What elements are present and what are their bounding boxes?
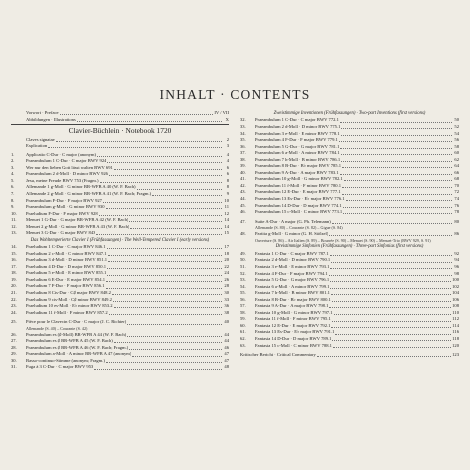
entry-title: Wer nur den lieben Gott lässt walten BWV 691 xyxy=(26,164,113,170)
dot-leader xyxy=(132,356,222,357)
dot-leader xyxy=(108,255,222,256)
entry-page: 116 xyxy=(452,329,459,335)
entry-page: 10 xyxy=(224,197,229,203)
entry-title: Praeambulum 9 A-Dur · A major BWV 783.1 xyxy=(255,169,339,175)
entry-number: 9. xyxy=(11,204,15,210)
dot-leader xyxy=(342,167,452,168)
entry-page: 46 xyxy=(224,344,229,350)
entry-page: 68 xyxy=(454,176,459,182)
entry-number: 49. xyxy=(240,250,246,256)
entry-title: Fantasia 1 C-Dur · C major BWV 787.1 xyxy=(255,250,329,256)
entry-page: 110 xyxy=(452,309,459,315)
dot-leader xyxy=(332,223,452,224)
entry-title: Praeambulum 15 c-Moll · C minor BWV 773.1 xyxy=(255,209,343,215)
entry-title: Pièce pour le Clavecin C-Dur · C major (J. C. Richter) xyxy=(26,319,127,325)
entry-title: Praeambulum 1 C-Dur · C major BWV 772.1 xyxy=(255,117,339,123)
clavier-list xyxy=(11,152,229,237)
entry-number: 29. xyxy=(11,351,17,357)
entry-title: Kritischer Bericht · Critical Commentary xyxy=(240,352,316,358)
dot-leader xyxy=(329,275,452,276)
entry-subtitle: Allemande (S. 40) – Courante (S. 42) xyxy=(26,325,88,331)
entry-title: Praeambulum 11 f-Moll · F minor BWV 780.1 xyxy=(255,182,341,188)
entry-number: 33. xyxy=(240,123,246,129)
entry-number: 3. xyxy=(11,164,15,170)
entry-number: 45. xyxy=(240,202,246,208)
dot-leader xyxy=(331,262,452,263)
entry-title: Praeludium 1 C-Dur · C major BWV 846.1 xyxy=(26,244,106,250)
entry-page: 64 xyxy=(454,163,459,169)
entry-page: 14 xyxy=(224,217,229,223)
entry-page: 62 xyxy=(454,156,459,162)
entry-page: 118 xyxy=(452,336,459,341)
entry-page: 120 xyxy=(452,342,459,348)
entry-number: 38. xyxy=(240,156,246,162)
entry-page: 44 xyxy=(224,338,229,344)
entry-title: Fantasia 10 g-Moll · G minor BWV 797.1 xyxy=(255,309,333,315)
entry-page: 70 xyxy=(454,182,459,188)
entry-title: Allemande 2 g-Moll · G minor BR-WFB A 41 (W. F. Bach; Fragm.) xyxy=(26,190,152,196)
entry-number: 57. xyxy=(240,303,246,309)
dot-leader xyxy=(106,288,222,289)
entry-number: 11. xyxy=(11,217,17,223)
entry-number: 18. xyxy=(11,270,17,276)
entry-page: 123 xyxy=(452,352,459,358)
dot-leader xyxy=(103,202,222,203)
entry-number: 4. xyxy=(11,171,15,177)
entry-page: 15 xyxy=(224,230,229,236)
entry-number: 47. xyxy=(240,218,246,224)
entry-title: Fantasia 13 Es-Dur · E♭ major BWV 791.1 xyxy=(255,329,335,335)
entry-page: 86 xyxy=(454,231,459,237)
entry-number: 50. xyxy=(240,257,246,263)
dot-leader xyxy=(340,122,452,123)
entry-page: 108 xyxy=(452,303,459,309)
entry-number: 14. xyxy=(11,244,17,250)
entry-title: Praeludium 5 e-Moll · E minor BWV 855.1 xyxy=(26,270,107,276)
entry-number: 12. xyxy=(11,223,17,229)
entry-title: Praeambulum 3 e-Moll · E minor BWV 778.1 xyxy=(255,130,340,136)
entry-page: 47 xyxy=(224,357,229,363)
entry-page: 114 xyxy=(452,322,459,328)
dot-leader xyxy=(106,208,222,209)
entry-number: 24. xyxy=(11,309,17,315)
entry-title: Praeambulum es (♯-Moll) BR-WFB A 44 (W. F. Bach) xyxy=(26,331,127,337)
entry-page: 106 xyxy=(452,296,459,302)
entry-title: Praeambulum 1 C-Dur · C major BWV 924 xyxy=(26,158,107,164)
entry-title: Praeambulum 13 Es-Dur · E♭ major BWV 776.1 xyxy=(255,195,345,201)
entry-page: 2 xyxy=(226,136,229,142)
entry-title: Fantasia 12 E-Dur · E major BWV 792.1 xyxy=(255,322,331,328)
entry-title: Praeambulum 10 g-Moll · G minor BWV 782.1 xyxy=(255,176,343,182)
entry-title: Suite A-Dur · A major (G. Ph. Telemann) xyxy=(255,218,331,224)
entry-title: Allemande 1 g-Moll · G minor BR-WFB A 40 (W. F. Bach) xyxy=(26,184,136,190)
entry-title: Praeambulum F-Dur · F major BWV 927 xyxy=(26,197,102,203)
dot-leader xyxy=(331,294,451,295)
dot-leader xyxy=(107,248,222,249)
dot-leader xyxy=(130,228,222,229)
entry-number: 42. xyxy=(240,182,246,188)
dot-leader xyxy=(346,200,452,201)
entry-title: Fantasia 4 F-Dur · F major BWV 794.1 xyxy=(255,270,328,276)
entry-page: 58 xyxy=(454,143,459,149)
entry-page: 50 xyxy=(454,117,459,123)
sinfonias-list xyxy=(240,251,459,349)
entry-page: 17 xyxy=(224,244,229,250)
entry-number: 1. xyxy=(11,151,15,157)
entry-title: Fantasia 14 D-Dur · D major BWV 789.1 xyxy=(255,336,332,341)
section-heading-wtc: Das Wohltemperierte Clavier I (Frühfassungen) · The Well-Tempered Clavier I (early versions) xyxy=(30,237,210,243)
section-heading-clavier: Clavier-Büchlein · Notebook 1720 xyxy=(68,125,172,135)
entry-page: 30 xyxy=(224,290,229,296)
entry-number: 61. xyxy=(240,329,246,335)
entry-number: 37. xyxy=(240,150,246,156)
entry-title: Basso-continuo-Stimme (anonym; Fragm.) xyxy=(26,357,105,363)
page-title: INHALT · CONTENTS xyxy=(159,87,311,102)
entry-title: Partita g-Moll · G minor (G. H. Stölzel) xyxy=(255,231,329,237)
inventions-list xyxy=(240,117,459,215)
entry-page: 6 xyxy=(226,171,229,177)
entry-page: 47 xyxy=(224,351,229,357)
entry-number: 62. xyxy=(240,336,246,341)
entry-number: 32. xyxy=(240,117,246,123)
entry-title: Fantasia 8 B-Dur · B♭ major BWV 800.1 xyxy=(255,296,331,302)
entry-title: Menuet 3 G-Dur · G major BWV 843 xyxy=(26,230,96,236)
dot-leader xyxy=(340,174,452,175)
entry-page: 20 xyxy=(224,257,229,263)
entry-page: 4 xyxy=(226,151,229,157)
dot-leader xyxy=(339,141,452,142)
entry-page: 96 xyxy=(454,263,459,269)
entry-title: Menuet 2 g-Moll · G minor BR-WFB A 43 (W. F. Bach) xyxy=(26,223,130,229)
entry-page: 9 xyxy=(226,190,229,196)
dot-leader xyxy=(99,215,222,216)
entry-page: 22 xyxy=(224,263,229,269)
entry-title: Praeludium 11 f-Moll · F minor BWV 857.2 xyxy=(26,309,108,315)
dot-leader xyxy=(112,294,222,295)
entry-title: Fantasia 6 a-Moll · A minor BWV 799.1 xyxy=(255,283,330,289)
entry-number: 31. xyxy=(11,364,17,370)
dot-leader xyxy=(341,135,452,136)
entry-number: 52. xyxy=(240,270,246,276)
entry-title: Praeludium 8 Cis-Dur · C♯ major BWV 848.2 xyxy=(26,290,111,296)
entry-number: 60. xyxy=(240,322,246,328)
entry-number: 58. xyxy=(240,309,246,315)
entry-page: 48 xyxy=(224,364,229,370)
entry-number: 19. xyxy=(11,276,17,282)
entry-number: 43. xyxy=(240,189,246,195)
entry-title: Fantasia 5 G-Dur · G major BWV 796.1 xyxy=(255,277,330,283)
dot-leader xyxy=(152,195,222,196)
entry-page: 104 xyxy=(452,290,459,296)
entry-title: Menuet 1 G-Dur · G major BR-WFB A 42 (W. F. Bach) xyxy=(26,217,129,223)
entry-number: 17. xyxy=(11,263,17,269)
entry-title: Praeambulum 7 h-Moll · B minor BWV 786.1 xyxy=(255,156,341,162)
dot-leader xyxy=(331,327,451,328)
entry-title: Fantasia 11 f-Moll · F minor BWV 795.1 xyxy=(255,316,331,322)
entry-page: 102 xyxy=(452,283,459,289)
dot-leader xyxy=(107,268,222,269)
dot-leader xyxy=(343,207,452,208)
dot-leader xyxy=(333,347,451,348)
entry-number: 39. xyxy=(240,163,246,169)
entry-title: Jesu, meine Freude BWV 753 (Fragm.) xyxy=(26,177,99,183)
dot-leader xyxy=(344,180,452,181)
entry-page: 14 xyxy=(224,223,229,229)
entry-number: 28. xyxy=(11,344,17,350)
entry-number: 13. xyxy=(11,230,17,236)
entry-page: 6 xyxy=(226,164,229,170)
dot-leader xyxy=(330,288,451,289)
entry-title: Claves signatae xyxy=(26,136,55,142)
entry-number: 41. xyxy=(240,176,246,182)
entry-number: 54. xyxy=(240,283,246,289)
entry-page: 8 xyxy=(226,177,229,183)
entry-title: Praeambulum 6 a-Moll · A minor BWV 784.1 xyxy=(255,150,340,156)
entry-number: 44. xyxy=(240,195,246,201)
entry-title: Fantasia 15 c-Moll · C minor BWV 788.1 xyxy=(255,342,332,348)
left-column xyxy=(11,110,229,371)
clavier-front xyxy=(11,137,229,150)
entry-page: 38 xyxy=(224,309,229,315)
entry-number: 53. xyxy=(240,277,246,283)
suites-list xyxy=(240,219,459,244)
entry-number: 40. xyxy=(240,169,246,175)
dot-leader xyxy=(137,189,222,190)
entry-page: 4 xyxy=(226,158,229,164)
dot-leader xyxy=(343,213,452,214)
section-heading-inventions: Zweistimmige Inventionen (Frühfassungen) · Two-part Inventions (first versions) xyxy=(273,111,426,116)
entry-number: 48. xyxy=(240,231,246,237)
entry-number: 8. xyxy=(11,197,15,203)
dot-leader xyxy=(335,334,451,335)
dot-leader xyxy=(96,234,222,235)
entry-page: 44 xyxy=(224,331,229,337)
entry-number: 23. xyxy=(11,303,17,309)
entry-page: 11 xyxy=(224,204,229,210)
entry-number: 27. xyxy=(11,338,17,344)
entry-number: 15. xyxy=(11,250,17,256)
dot-leader xyxy=(109,314,222,315)
entry-number: 46. xyxy=(240,209,246,215)
entry-title: Praeambulum 4 F-Dur · F major BWV 779.1 xyxy=(255,137,338,143)
entry-page: 98 xyxy=(454,270,459,276)
entry-title: Praeludium 2 c-Moll · C minor BWV 847.1 xyxy=(26,250,107,256)
right-column xyxy=(240,110,459,359)
dot-leader xyxy=(329,307,451,308)
tail-list xyxy=(11,319,229,371)
dot-leader xyxy=(127,324,222,325)
dot-leader xyxy=(97,156,222,157)
entry-number: 30. xyxy=(11,357,17,363)
entry-title: Fantasia 3 e-Moll · E minor BWV 793.1 xyxy=(255,263,330,269)
entry-title: Fantasia 9 A-Dur · A major BWV 798.1 xyxy=(255,303,329,309)
dot-leader xyxy=(341,161,452,162)
entry-number: 63. xyxy=(240,342,246,348)
entry-page: 52 xyxy=(454,123,459,129)
entry-page: 78 xyxy=(454,209,459,215)
toc-entry[interactable] xyxy=(11,117,229,124)
divider xyxy=(11,124,229,125)
entry-page: 18 xyxy=(224,250,229,256)
entry-title: Explication xyxy=(26,143,48,149)
entry-number: 16. xyxy=(11,257,17,263)
entry-number: 10. xyxy=(11,210,17,216)
dot-leader xyxy=(56,141,222,142)
dot-leader xyxy=(334,314,452,315)
entry-number: 22. xyxy=(11,296,17,302)
entry-page: 80 xyxy=(454,218,459,224)
toc-entry-critical[interactable] xyxy=(240,352,459,359)
entry-title: Praeambulum es ♯ BR-WFB A 45 (W. F. Bach) xyxy=(26,338,113,344)
dot-leader xyxy=(114,307,222,308)
dot-leader xyxy=(340,148,452,149)
entry-page: 60 xyxy=(454,150,459,156)
entry-title: Abbildungen · Illustrations xyxy=(26,116,76,122)
entry-number: 35. xyxy=(240,137,246,143)
dot-leader xyxy=(129,349,222,350)
entry-page: 94 xyxy=(454,257,459,263)
entry-title: Praeludium 4 D-Dur · D major BWV 850.1 xyxy=(26,263,107,269)
dot-leader xyxy=(329,235,452,236)
entry-number: 56. xyxy=(240,296,246,302)
entry-number: 26. xyxy=(11,331,17,337)
entry-number: 34. xyxy=(240,130,246,136)
entry-page: 56 xyxy=(454,137,459,143)
toc-entry[interactable] xyxy=(11,364,229,371)
entry-number: 25. xyxy=(11,319,17,325)
entry-title: Praeludium 6 E-Dur · E major BWV 854.1 xyxy=(26,276,106,282)
section-heading-sinfonias: Dreistimmige Sinfonien (Frühfassungen) · Three-part Sinfonias (first versions) xyxy=(275,244,424,250)
entry-page: 3 xyxy=(226,143,229,149)
dot-leader xyxy=(107,162,222,163)
entry-title: Applicatio C-Dur · C major (anonym) xyxy=(26,151,97,157)
entry-page: 100 xyxy=(452,277,459,283)
dot-leader xyxy=(330,281,451,282)
entry-title: Fantasia 2 d-Moll · D minor BWV 790.1 xyxy=(255,257,331,263)
entry-title: Praeambulum 2 d-Moll · D minor BWV 926 xyxy=(26,171,108,177)
dot-leader xyxy=(127,336,222,337)
dot-leader xyxy=(109,175,222,176)
entry-page: 54 xyxy=(454,130,459,136)
entry-subtitle: Ouverture (S. 86) – Air Italien (S. 89) – Bourrée (S. 90) – Menuet (S. 90) – Menuet-Trio (BWV 929, S. 91) xyxy=(255,237,431,243)
entry-title: Praeludium 10 es-Moll · E♭ minor BWV 853.2 xyxy=(26,303,113,309)
entry-title: Vorwort · Preface xyxy=(26,110,59,115)
dot-leader xyxy=(129,221,222,222)
wtc-list xyxy=(11,244,229,316)
entry-page: 36 xyxy=(224,303,229,309)
entry-title: Praeambulum 5 G-Dur · G major BWV 781.1 xyxy=(255,143,340,149)
dot-leader xyxy=(106,362,222,363)
dot-leader xyxy=(341,128,452,129)
entry-page: 26 xyxy=(224,276,229,282)
entry-number: 20. xyxy=(11,283,17,289)
dot-leader xyxy=(113,301,222,302)
entry-page: 112 xyxy=(452,316,459,322)
entry-title: Praeambulum a-Moll · A minor BR-WFB A 47 (anonym) xyxy=(26,351,132,357)
entry-number: 2. xyxy=(11,158,15,164)
front-matter xyxy=(11,110,229,123)
entry-number: 6. xyxy=(11,184,15,190)
entry-title: Fuga à 3 C-Dur · C major BWV 953 xyxy=(26,364,94,370)
dot-leader xyxy=(107,275,222,276)
dot-leader xyxy=(342,194,452,195)
entry-number: 51. xyxy=(240,263,246,269)
entry-title: Praeambulum 8 B-Dur · B♭ major BWV 785.1 xyxy=(255,163,342,169)
entry-title: Praeludium 3 d-Moll · D minor BWV 851.1 xyxy=(26,257,108,263)
entry-number: 36. xyxy=(240,143,246,149)
entry-page: X xyxy=(225,116,229,122)
entry-page: 33 xyxy=(224,296,229,302)
dot-leader xyxy=(332,321,451,322)
entry-number: 7. xyxy=(11,190,15,196)
entry-number: 59. xyxy=(240,316,246,322)
dot-leader xyxy=(94,369,222,370)
dot-leader xyxy=(114,342,222,343)
dot-leader xyxy=(330,268,452,269)
entry-page: 12 xyxy=(224,210,229,216)
dot-leader xyxy=(100,182,222,183)
entry-page: IV / VII xyxy=(214,110,229,115)
dot-leader xyxy=(106,281,222,282)
entry-page: 8 xyxy=(226,184,229,190)
dot-leader xyxy=(108,261,222,262)
entry-title: Praeludium 7 F-Dur · F major BWV 856.1 xyxy=(26,283,105,289)
entry-title: Praeambulum 12 E-Dur · E major BWV 777.1 xyxy=(255,189,341,195)
entry-title: Praeambulum 2 d-Moll · D minor BWV 775.1 xyxy=(255,123,341,129)
entry-title: Praeludium 9 cis-Moll · C♯ minor BWV 849.2 xyxy=(26,296,112,302)
entry-page: 28 xyxy=(224,283,229,289)
dot-leader xyxy=(114,169,222,170)
entry-page: 72 xyxy=(454,189,459,195)
dot-leader xyxy=(330,255,452,256)
entry-page: 92 xyxy=(454,250,459,256)
entry-page: 66 xyxy=(454,169,459,175)
entry-title: Praeludium F-Dur · F major BWV 928 xyxy=(26,210,98,216)
dot-leader xyxy=(48,147,222,148)
entry-number: 5. xyxy=(11,177,15,183)
entry-title: Praeambulum 14 D-Dur · D major BWV 774.1 xyxy=(255,202,342,208)
entry-page: 76 xyxy=(454,202,459,208)
entry-page: 74 xyxy=(454,195,459,201)
entry-page: 24 xyxy=(224,270,229,276)
entry-subtitle: Allemande (S. 80) – Courante (S. 82) – Gigue (S. 84) xyxy=(255,225,343,231)
entry-number: 55. xyxy=(240,290,246,296)
entry-page: 40 xyxy=(224,319,229,325)
entry-title: Fantasia 7 h-Moll · B minor BWV 801.1 xyxy=(255,290,330,296)
dot-leader xyxy=(332,301,451,302)
dot-leader xyxy=(342,187,452,188)
entry-number: 21. xyxy=(11,290,17,296)
entry-title: Praeambulum g-Moll · G minor BWV 930 xyxy=(26,204,105,210)
entry-title: Praeambulum es ♯ BR-WFB A 46 (W. F. Bach; Fragm.) xyxy=(26,344,129,350)
dot-leader xyxy=(341,154,452,155)
dot-leader xyxy=(332,340,451,341)
